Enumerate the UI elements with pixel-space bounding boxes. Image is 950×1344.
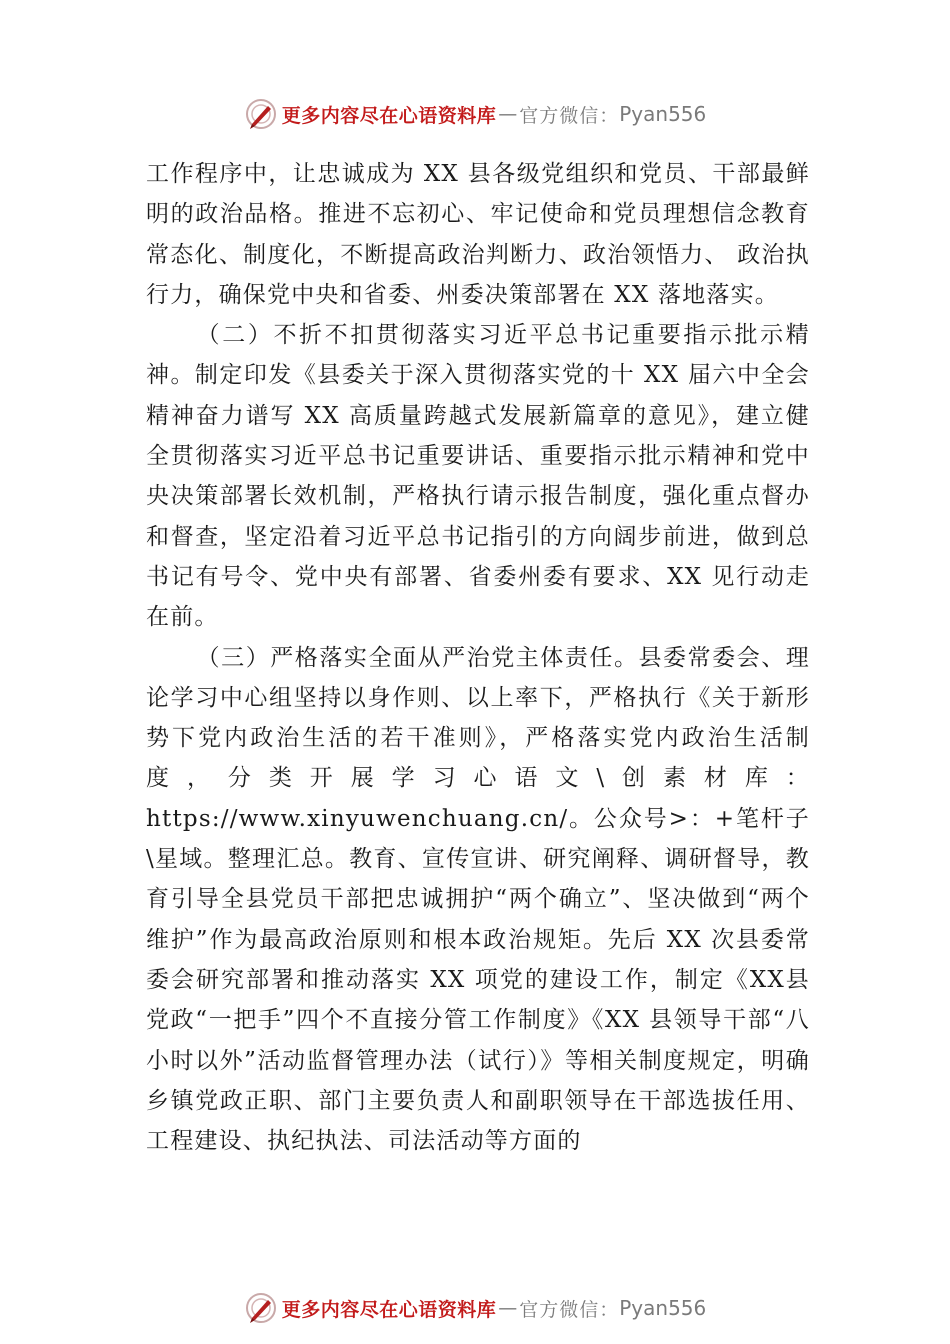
header-banner bbox=[0, 94, 950, 134]
pen-logo-icon bbox=[244, 1291, 278, 1325]
paragraph-section-2: （二）不折不扣贯彻落实习近平总书记重要指示批示精神。制定印发《县委关于深入贯彻落实党的十 XX 届六中全会精神奋力谱写 XX 高质量跨越式发展新篇章的意见》，建立健全贯彻落实习近平总书记重要讲话、重要指示批示精神和党中央决策部署长效机制，严格执行请示报告制度，强化重点督办和督查，坚定沿着习近平总书记指引的方向阔步前进，做到总书记有号令、党中央有部署、省委州委有要求、XX 见行动走在前。 bbox=[146, 322, 810, 631]
document-body bbox=[146, 154, 810, 1161]
wechat-id: Pyan556 bbox=[619, 102, 707, 126]
wechat-label: 官方微信： bbox=[519, 1298, 620, 1321]
pen-logo-icon bbox=[244, 97, 278, 131]
footer-banner bbox=[0, 1288, 950, 1328]
paragraph-continuation: 工作程序中，让忠诚成为 XX 县各级党组织和党员、干部最鲜明的政治品格。推进不忘初心、牢记使命和党员理想信念教育常态化、制度化，不断提高政治判断力、政治领悟力、 政治执行力，确保党中央和省委、州委决策部署在 XX 落地落实。 bbox=[146, 161, 810, 308]
site-name: 更多内容尽在心语资料库 bbox=[281, 1298, 497, 1321]
separator-dash: — bbox=[498, 1297, 518, 1319]
paragraph-section-3: （三）严格落实全面从严治党主体责任。县委常委会、理论学习中心组坚持以身作则、以上率下，严格执行《关于新形势下党内政治生活的若干准则》，严格落实党内政治生活制度，分类开展学习心语文\创素材库：https://www.xinyuwenchuang.cn/。公众号>：+笔杆子\星域。整理汇总。教育、宣传宣讲、研究阐释、调研督导，教育引导全县党员干部把忠诚拥护“两个确立”、坚决做到“两个维护”作为最高政治原则和根本政治规矩。先后 XX 次县委常委会研究部署和推动落实 XX 项党的建设工作，制定《XX县党政“一把手”四个不直接分管工作制度》《XX 县领导干部“八小时以外”活动监督管理办法（试行）》等相关制度规定，明确乡镇党政正职、部门主要负责人和副职领导在干部选拔任用、工程建设、执纪执法、司法活动等方面的 bbox=[146, 644, 810, 1155]
separator-dash: — bbox=[498, 103, 518, 125]
wechat-label: 官方微信： bbox=[519, 104, 620, 127]
site-name: 更多内容尽在心语资料库 bbox=[281, 104, 497, 127]
wechat-id: Pyan556 bbox=[619, 1296, 707, 1320]
